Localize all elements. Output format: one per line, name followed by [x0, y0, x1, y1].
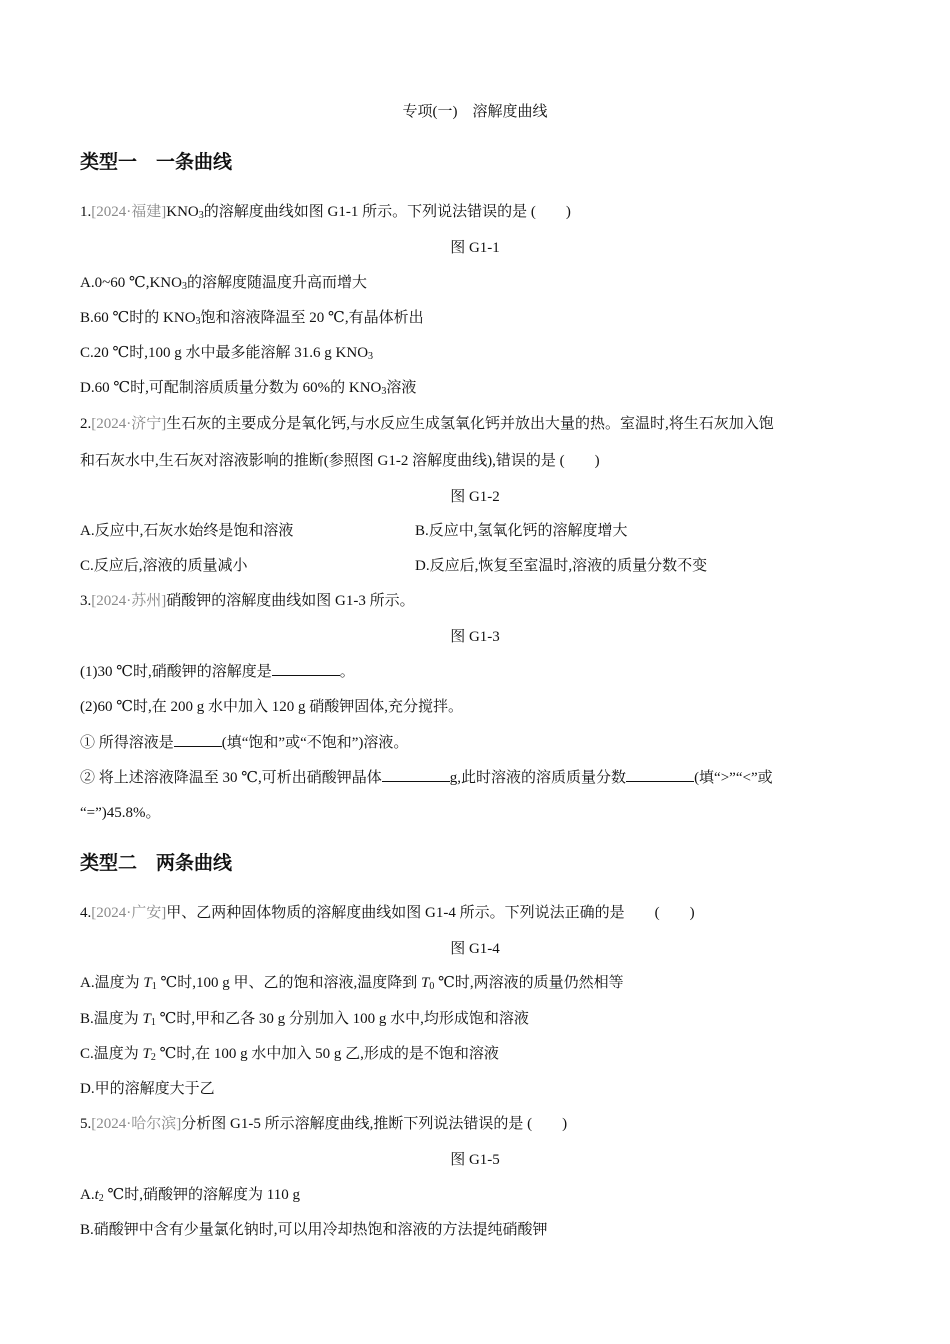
q3-part2-2-tail: (填“>”“<”或 — [694, 770, 773, 786]
q5-number: 5. — [80, 1116, 92, 1132]
q4-option-a-var1: T — [143, 975, 152, 991]
q5-stem-text: 分析图 G1-5 所示溶解度曲线,推断下列说法错误的是 ( ) — [181, 1116, 568, 1132]
q1-option-d — [80, 378, 416, 398]
q4-number: 4. — [80, 905, 92, 921]
q1-option-c-sub: 3 — [368, 351, 374, 362]
q1-option-b — [80, 308, 424, 328]
q4-option-d: D.甲的溶解度大于乙 — [80, 1081, 215, 1097]
page-title: 专项(一) 溶解度曲线 — [402, 104, 548, 120]
q3-part2: (2)60 ℃时,在 200 g 水中加入 120 g 硝酸钾固体,充分搅拌。 — [80, 699, 464, 715]
q2-option-d: D.反应后,恢复至室温时,溶液的质量分数不变 — [415, 558, 708, 574]
q4-option-c-tail: ℃时,在 100 g 水中加入 50 g 乙,形成的是不饱和溶液 — [155, 1046, 499, 1062]
q2-option-b: B.反应中,氢氧化钙的溶解度增大 — [415, 523, 628, 539]
q1-option-d-sub: 3 — [381, 386, 387, 397]
q1-option-d-tail: 溶液 — [386, 380, 417, 396]
section-heading-type2: 类型二 两条曲线 — [80, 852, 233, 874]
q1-option-c-text: C.20 ℃时,100 g 水中最多能溶解 31.6 g KNO — [80, 345, 369, 361]
q3-part2-2-text: ② 将上述溶液降温至 30 ℃,可析出硝酸钾晶体 — [80, 770, 382, 786]
q4-option-a-sub0: 0 — [429, 981, 435, 992]
q1-figure-caption: 图 G1-1 — [450, 240, 500, 256]
q3-part2-2 — [80, 767, 773, 788]
q4-option-b — [80, 1009, 529, 1029]
q1-option-b-tail: 饱和溶液降温至 20 ℃,有晶体析出 — [200, 310, 424, 326]
q2-stem-line1 — [80, 414, 774, 434]
q4-option-c — [80, 1044, 499, 1064]
q4-option-c-sub: 2 — [150, 1052, 156, 1063]
q4-option-a — [80, 973, 624, 993]
q5-source: [2024·哈尔滨] — [91, 1116, 182, 1132]
q4-option-b-text: B.温度为 — [80, 1011, 143, 1027]
q2-number: 2. — [80, 416, 92, 432]
q3-part1 — [80, 661, 355, 682]
q3-part2-2-blank2[interactable] — [626, 767, 694, 782]
section-heading-type1: 类型一 一条曲线 — [80, 151, 233, 173]
q3-part1-end: 。 — [339, 664, 355, 680]
q1-option-a-tail: 的溶解度随温度升高而增大 — [186, 275, 367, 291]
q3-number: 3. — [80, 593, 92, 609]
q1-option-a — [80, 273, 367, 293]
q4-option-c-text: C.温度为 — [80, 1046, 143, 1062]
q5-option-a-sub: 2 — [98, 1193, 104, 1204]
q4-stem — [80, 903, 695, 923]
q2-stem-line2: 和石灰水中,生石灰对溶液影响的推断(参照图 G1-2 溶解度曲线),错误的是 ( ) — [80, 453, 600, 469]
q4-option-a-mid: ℃时,100 g 甲、乙的饱和溶液,温度降到 — [156, 975, 421, 991]
q5-option-b: B.硝酸钾中含有少量氯化钠时,可以用冷却热饱和溶液的方法提纯硝酸钾 — [80, 1222, 548, 1238]
q3-part2-2-blank1[interactable] — [382, 767, 450, 782]
q4-option-a-var0: T — [420, 975, 430, 991]
q5-figure-caption: 图 G1-5 — [450, 1152, 500, 1168]
q3-part1-blank[interactable] — [272, 661, 340, 676]
q4-option-b-sub: 1 — [150, 1017, 156, 1028]
q2-stem-text1: 生石灰的主要成分是氧化钙,与水反应生成氢氧化钙并放出大量的热。室温时,将生石灰加入饱 — [166, 416, 774, 432]
q3-part2-1-blank[interactable] — [174, 732, 222, 747]
q3-source: [2024·苏州] — [91, 593, 167, 609]
q3-figure-caption: 图 G1-3 — [450, 629, 500, 645]
q4-option-a-sub1: 1 — [151, 981, 157, 992]
q1-stem-a: KNO — [166, 204, 199, 220]
q3-part2-1-text: ① 所得溶液是 — [80, 735, 174, 751]
q1-option-c — [80, 343, 373, 363]
q3-part2-1 — [80, 732, 408, 753]
q5-option-a — [80, 1185, 300, 1205]
q4-option-b-var: T — [142, 1011, 151, 1027]
q1-number: 1. — [80, 204, 92, 220]
q5-option-a-text: A. — [80, 1187, 95, 1203]
q3-stem — [80, 591, 415, 611]
q1-stem — [80, 202, 571, 222]
q1-option-d-text: D.60 ℃时,可配制溶质质量分数为 60%的 KNO — [80, 380, 382, 396]
q3-stem-text: 硝酸钾的溶解度曲线如图 G1-3 所示。 — [166, 593, 415, 609]
q4-stem-text: 甲、乙两种固体物质的溶解度曲线如图 G1-4 所示。下列说法正确的是 ( ) — [166, 905, 695, 921]
q4-option-c-var: T — [142, 1046, 151, 1062]
q4-source: [2024·广安] — [91, 905, 167, 921]
q4-figure-caption: 图 G1-4 — [450, 941, 500, 957]
q1-stem-b: 的溶解度曲线如图 G1-1 所示。下列说法错误的是 ( ) — [203, 204, 571, 220]
q1-source: [2024·福建] — [91, 204, 167, 220]
q3-part2-2-mid: g,此时溶液的溶质质量分数 — [449, 770, 627, 786]
q2-source: [2024·济宁] — [91, 416, 167, 432]
q5-option-a-tail: ℃时,硝酸钾的溶解度为 110 g — [103, 1187, 300, 1203]
q3-part2-2-cont: “=”)45.8%。 — [80, 805, 161, 821]
q2-figure-caption: 图 G1-2 — [450, 489, 500, 505]
q1-option-b-text: B.60 ℃时的 KNO — [80, 310, 196, 326]
q5-stem — [80, 1114, 567, 1134]
q3-part2-1-tail: (填“饱和”或“不饱和”)溶液。 — [221, 735, 409, 751]
q1-stem-sub: 3 — [198, 210, 204, 221]
q3-part1-text: (1)30 ℃时,硝酸钾的溶解度是 — [80, 664, 272, 680]
q2-option-a: A.反应中,石灰水始终是饱和溶液 — [80, 523, 294, 539]
q5-option-a-var: t — [94, 1187, 99, 1203]
q4-option-a-text: A.温度为 — [80, 975, 144, 991]
q1-option-a-sub: 3 — [181, 281, 187, 292]
q2-option-c: C.反应后,溶液的质量减小 — [80, 558, 248, 574]
q1-option-a-text: A.0~60 ℃,KNO — [80, 275, 182, 291]
q4-option-a-tail: ℃时,两溶液的质量仍然相等 — [434, 975, 624, 991]
q4-option-b-tail: ℃时,甲和乙各 30 g 分别加入 100 g 水中,均形成饱和溶液 — [155, 1011, 529, 1027]
q1-option-b-sub: 3 — [195, 316, 201, 327]
